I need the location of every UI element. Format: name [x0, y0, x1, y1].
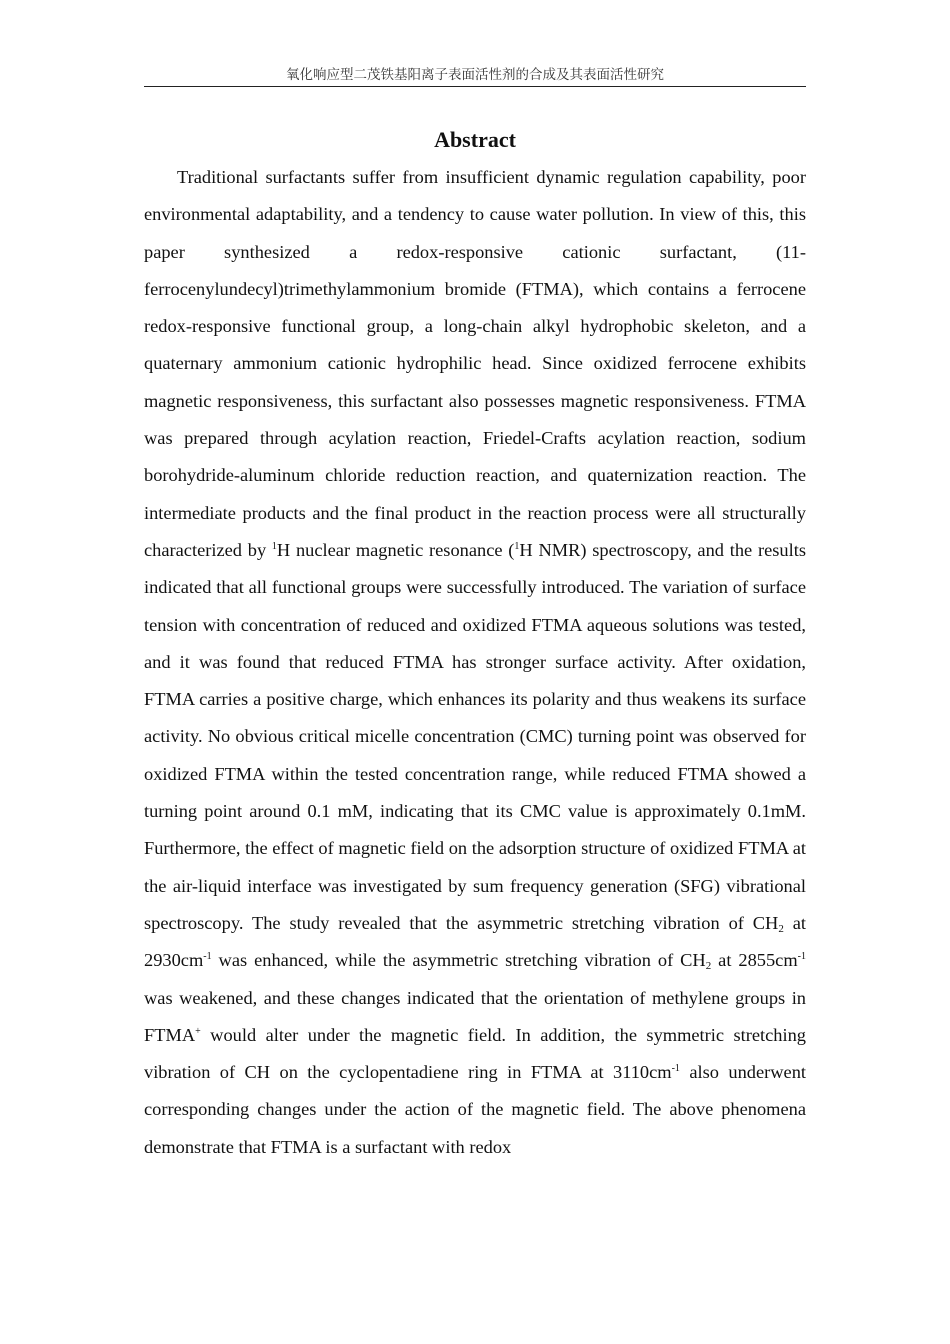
superscript: -1: [671, 1063, 680, 1075]
header-rule: [144, 86, 806, 87]
abstract-text: also underwent corresponding changes under the action of the magnetic field. The above phenomena demonstrate that FTMA is a surfactant with redox: [144, 1062, 806, 1157]
superscript: 1: [271, 540, 277, 552]
subscript: 2: [778, 922, 784, 935]
abstract-text: H nuclear magnetic resonance (: [276, 539, 515, 560]
superscript: -1: [203, 951, 212, 963]
subscript: 2: [705, 960, 712, 973]
abstract-text: at 2930cm: [144, 912, 806, 971]
running-header: 氧化响应型二茂铁基阳离子表面活性剂的合成及其表面活性研究: [286, 67, 664, 83]
abstract-text: was enhanced, while the asymmetric stretching vibration of CH: [211, 950, 706, 971]
abstract-title: Abstract: [434, 127, 516, 152]
abstract-body: [144, 159, 806, 1166]
superscript: -1: [797, 951, 806, 963]
abstract-text: would alter under the magnetic field. In addition, the symmetric stretching vibration of CH on the cyclopentadiene ring in FTMA at 3110cm: [144, 1024, 806, 1083]
abstract-text: at 2855cm: [711, 950, 798, 971]
abstract-text: Traditional surfactants suffer from insufficient dynamic regulation capability, poor environmental adaptability, and a tendency to cause water pollution. In view of this, this paper synthesized a redox-responsive cationic surfactant, (11-ferrocenylundecyl)trimethylammonium bromide (FTMA), which contains a ferrocene redox-responsive functional group, a long-chain alkyl hydrophobic skeleton, and a quaternary ammonium cationic hydrophilic head. Since oxidized ferrocene exhibits magnetic responsiveness, this surfactant also possesses magnetic responsiveness. FTMA was prepared through acylation reaction, Friedel-Crafts acylation reaction, sodium borohydride-aluminum chloride reduction reaction, and quaternization reaction. The intermediate products and the final product in the reaction process were all structurally characterized by: [144, 167, 806, 560]
abstract-text: H NMR) spectroscopy, and the results indicated that all functional groups were successfully introduced. The variation of surface tension with concentration of reduced and oxidized FTMA aqueous solutions was tested, and it was found that reduced FTMA has stronger surface activity. After oxidation, FTMA carries a positive charge, which enhances its polarity and thus weakens its surface activity. No obvious critical micelle concentration (CMC) turning point was observed for oxidized FTMA within the tested concentration range, while reduced FTMA showed a turning point around 0.1 mM, indicating that its CMC value is approximately 0.1mM. Furthermore, the effect of magnetic field on the adsorption structure of oxidized FTMA at the air-liquid interface was investigated by sum frequency generation (SFG) vibrational spectroscopy. The study revealed that the asymmetric stretching vibration of CH: [144, 539, 806, 933]
superscript: +: [195, 1025, 201, 1037]
abstract-text: was weakened, and these changes indicated that the orientation of methylene groups in FTMA: [144, 987, 806, 1045]
superscript: 1: [514, 540, 520, 552]
